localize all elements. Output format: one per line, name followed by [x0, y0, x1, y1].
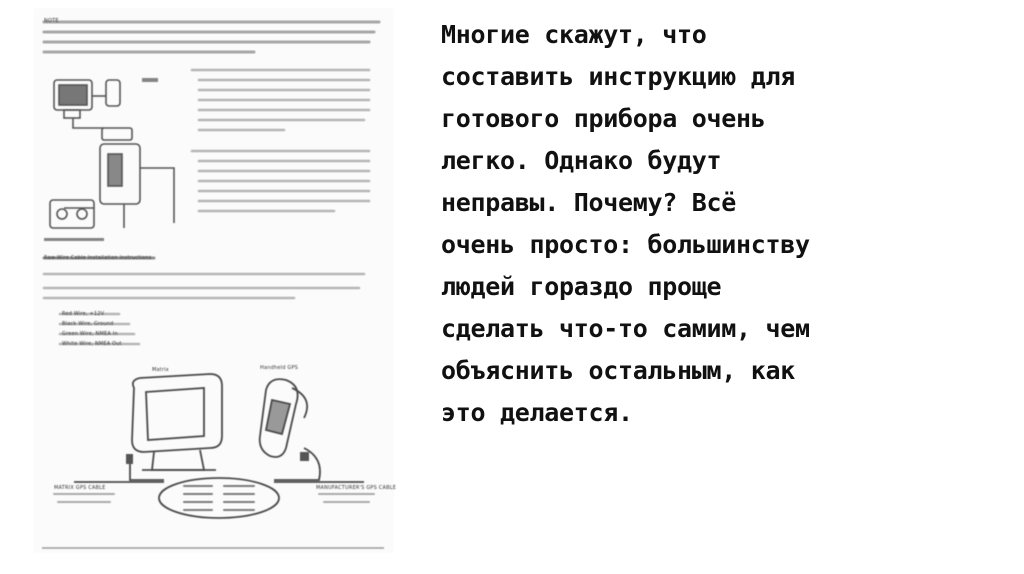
scan-bullet-1: Red Wire, +12V	[62, 311, 105, 317]
scan-section-heading: Raw-Wire Cable Installation Instructions	[44, 255, 152, 261]
scan-label-manufacturer-cable: MANUFACTURER'S GPS CABLE	[316, 485, 397, 491]
scanned-manual-illustration	[34, 8, 397, 553]
scan-label-handheld-gps: Handheld GPS	[260, 365, 299, 371]
scanned-manual-page-image	[34, 8, 397, 553]
scan-note-heading: NOTE	[44, 18, 59, 24]
scan-bullet-4: White Wire, NMEA Out	[62, 341, 122, 347]
main-text: Многие скажут, что составить инструкцию для готового прибора очень легко. Однако будут неправы. Почему? Всё очень просто: большинству людей гораздо проще сделать что-то самим, чем объяснить остальным, как это делается.	[441, 20, 810, 427]
scan-label-matrix: Matrix	[152, 367, 169, 373]
scan-bullet-3: Green Wire, NMEA In	[62, 331, 118, 337]
scan-bullet-2: Black Wire, Ground	[62, 321, 114, 327]
scan-label-matrix-cable: MATRIX GPS CABLE	[54, 485, 106, 491]
